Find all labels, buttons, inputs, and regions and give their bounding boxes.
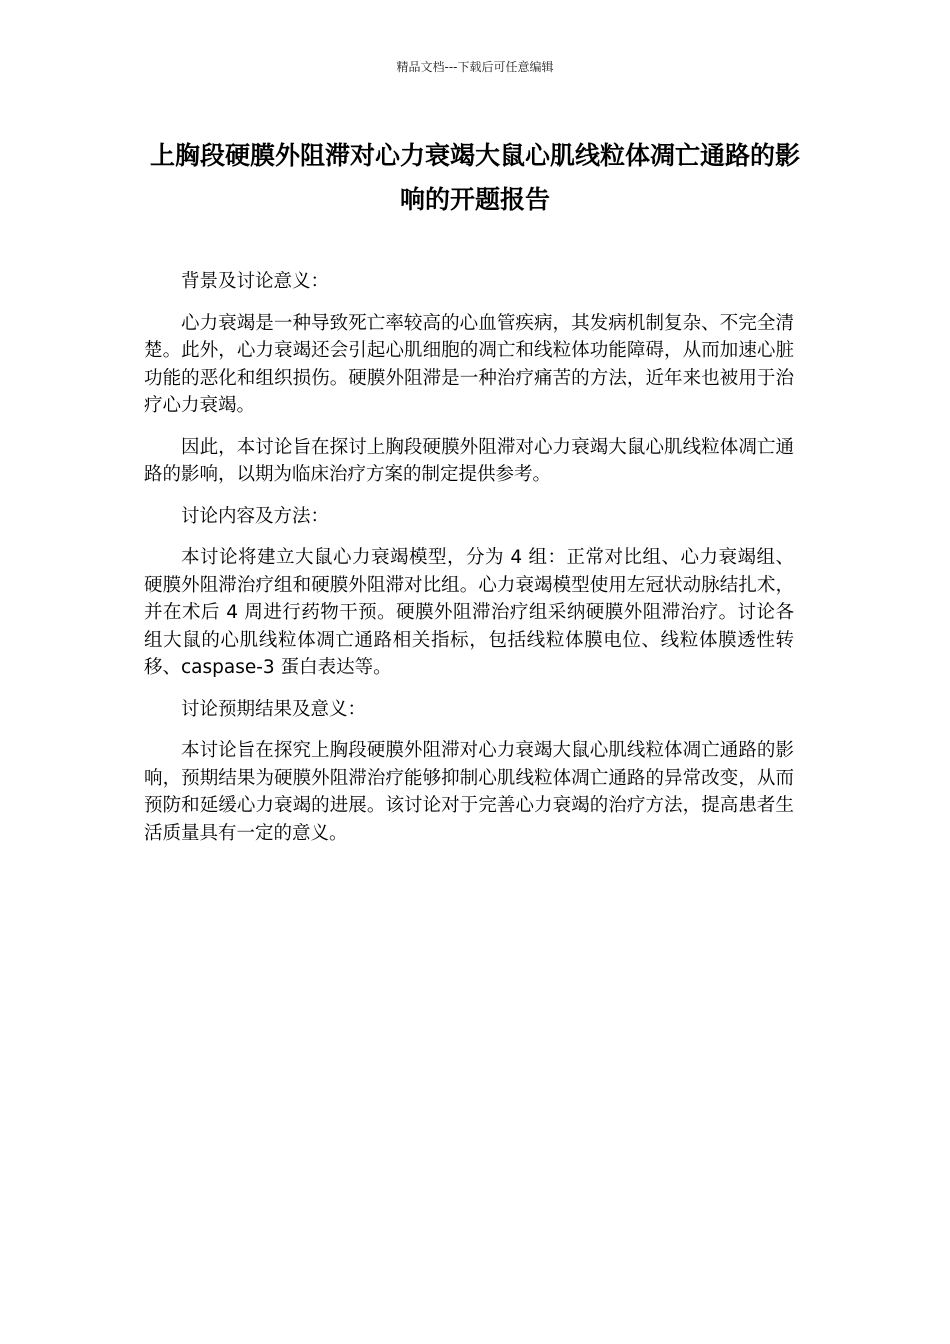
document-title: 上胸段硬膜外阻滞对心力衰竭大鼠心肌线粒体凋亡通路的影响的开题报告 (149, 141, 800, 214)
section-heading-background: 背景及讨论意义： (181, 271, 330, 292)
header-note: 精品文档---下载后可任意编辑 (396, 60, 554, 74)
paragraph-background: 心力衰竭是一种导致死亡率较高的心血管疾病，其发病机制复杂、不完全清楚。此外，心力衰竭还会引起心肌细胞的凋亡和线粒体功能障碍，从而加速心脏功能的恶化和组织损伤。硬膜外阻滞是一种治疗痛苦的方法，近年来也被用于治疗心力衰竭。 (144, 312, 794, 416)
paragraph-methods: 本讨论将建立大鼠心力衰竭模型，分为 4 组：正常对比组、心力衰竭组、硬膜外阻滞治疗组和硬膜外阻滞对比组。心力衰竭模型使用左冠状动脉结扎术，并在术后 4 周进行药物干预。硬膜外阻滞治疗组采纳硬膜外阻滞治疗。讨论各组大鼠的心肌线粒体凋亡通路相关指标，包括线粒体膜电位、线粒体膜透性转移、caspase-3 蛋白表达等。 (144, 547, 794, 678)
paragraph-purpose: 因此，本讨论旨在探讨上胸段硬膜外阻滞对心力衰竭大鼠心肌线粒体凋亡通路的影响，以期为临床治疗方案的制定提供参考。 (144, 436, 794, 485)
document-body (144, 268, 794, 861)
section-heading-methods: 讨论内容及方法： (181, 505, 330, 527)
section-heading-expected-results: 讨论预期结果及意义： (181, 698, 367, 720)
paragraph-expected-results: 本讨论旨在探究上胸段硬膜外阻滞对心力衰竭大鼠心肌线粒体凋亡通路的影响，预期结果为硬膜外阻滞治疗能够抑制心肌线粒体凋亡通路的异常改变，从而预防和延缓心力衰竭的进展。该讨论对于完善心力衰竭的治疗方法，提高患者生活质量具有一定的意义。 (144, 740, 794, 844)
